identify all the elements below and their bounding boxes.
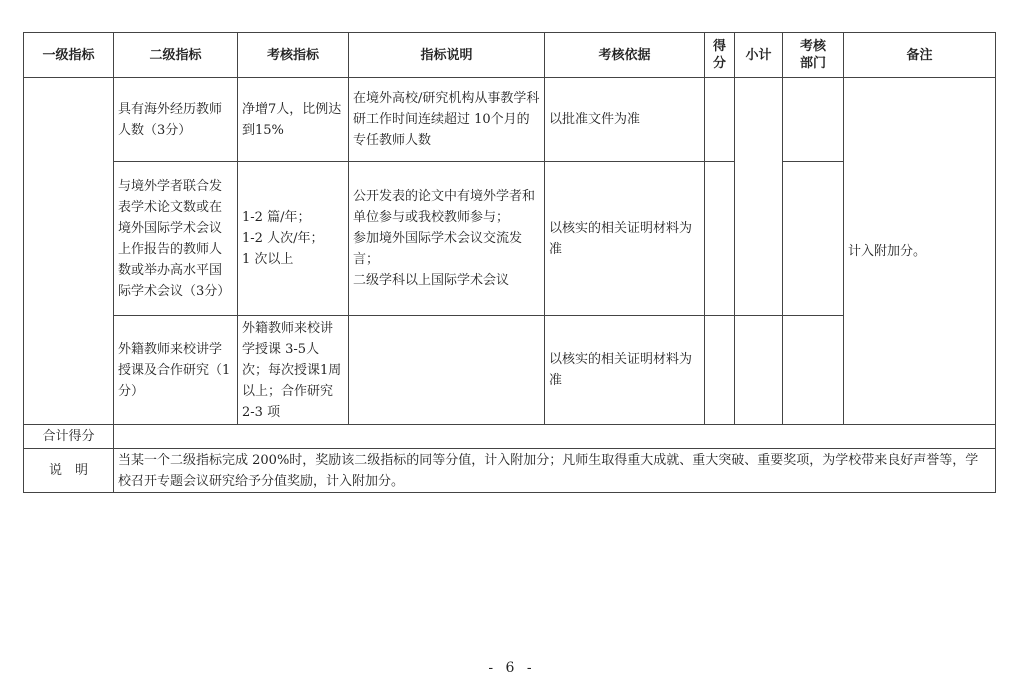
row2-dept [783, 162, 844, 316]
page-number: - 6 - [488, 660, 536, 676]
total-label: 合计得分 [24, 425, 114, 449]
row2-description: 公开发表的论文中有境外学者和单位参与或我校教师参与； 参加境外国际学术会议交流发言； 二级学科以上国际学术会议 [349, 162, 545, 316]
row1-criteria: 净增7人，比例达到15% [238, 78, 349, 162]
header-subtotal: 小计 [735, 33, 783, 78]
header-score-line2: 分 [712, 56, 726, 71]
row3-dept [783, 316, 844, 425]
header-score [705, 33, 735, 78]
header-row [24, 33, 996, 78]
total-value [114, 425, 996, 449]
header-dept-line2: 部门 [799, 56, 826, 71]
row3-subtotal [735, 316, 783, 425]
row2-level2: 与境外学者联合发表学术论文数或在境外国际学术会议上作报告的教师人数或举办高水平国际学术会议（3分） [114, 162, 238, 316]
note-text: 当某一个二级指标完成 200%时，奖励该二级指标的同等分值，计入附加分；凡师生取得重大成就、重大突破、重要奖项，为学校带来良好声誉等，学校召开专题会议研究给予分值奖励，计入附加分。 [114, 449, 996, 493]
row3-criteria: 外籍教师来校讲学授课 3-5人次；每次授课1周以上；合作研究 2-3 项 [238, 316, 349, 425]
total-row [24, 425, 996, 449]
row3-description [349, 316, 545, 425]
row2-criteria: 1-2 篇/年； 1-2 人次/年； 1 次以上 [238, 162, 349, 316]
subtotal-cell [735, 78, 783, 316]
row1-dept [783, 78, 844, 162]
header-level2: 二级指标 [114, 33, 238, 78]
remarks-cell: 计入附加分。 [844, 78, 996, 425]
header-dept-line1: 考核 [799, 39, 826, 54]
header-dept [783, 33, 844, 78]
row3-score [705, 316, 735, 425]
row2-basis: 以核实的相关证明材料为准 [545, 162, 705, 316]
row1-basis: 以批准文件为准 [545, 78, 705, 162]
row2-score [705, 162, 735, 316]
header-remarks: 备注 [844, 33, 996, 78]
header-score-line1: 得 [712, 39, 726, 54]
table-row [24, 78, 996, 162]
row1-description: 在境外高校/研究机构从事教学科研工作时间连续超过 10个月的专任教师人数 [349, 78, 545, 162]
header-basis: 考核依据 [545, 33, 705, 78]
note-label: 说 明 [24, 449, 114, 493]
row3-level2: 外籍教师来校讲学授课及合作研究（1分） [114, 316, 238, 425]
row1-level2: 具有海外经历教师人数（3分） [114, 78, 238, 162]
row1-score [705, 78, 735, 162]
header-criteria: 考核指标 [238, 33, 349, 78]
row3-basis: 以核实的相关证明材料为准 [545, 316, 705, 425]
assessment-table [23, 32, 996, 493]
level1-cell [24, 78, 114, 425]
header-description: 指标说明 [349, 33, 545, 78]
note-row [24, 449, 996, 493]
header-level1: 一级指标 [24, 33, 114, 78]
